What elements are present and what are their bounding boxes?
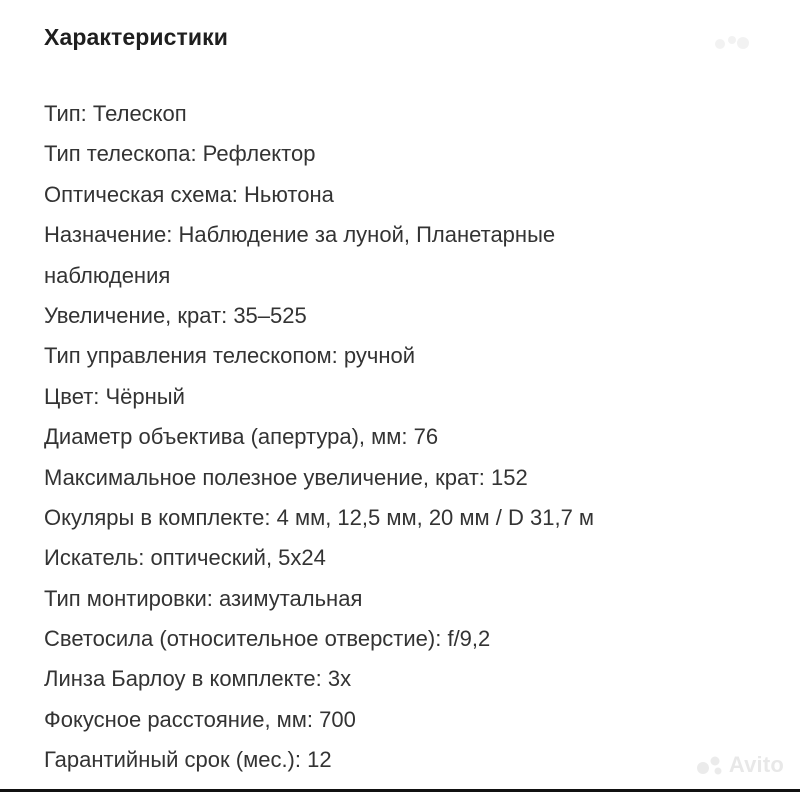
spec-optical-scheme: Оптическая схема: Ньютона xyxy=(44,181,334,207)
spec-color: Цвет: Чёрный xyxy=(44,383,185,409)
faint-logo-icon xyxy=(712,30,752,54)
spec-mount-type: Тип монтировки: азимутальная xyxy=(44,585,363,611)
spec-purpose: Назначение: Наблюдение за луной, Планетарные xyxy=(44,222,556,248)
avito-watermark xyxy=(695,752,784,778)
spec-focal-length: Фокусное расстояние, мм: 700 xyxy=(44,706,356,732)
spec-telescope-type: Тип телескопа: Рефлектор xyxy=(44,141,316,167)
spec-control-type: Тип управления телескопом: ручной xyxy=(44,343,416,369)
spec-eyepieces: Окуляры в комплекте: 4 мм, 12,5 мм, 20 мм / D 31,7 м xyxy=(44,504,595,530)
spec-type: Тип: Телескоп xyxy=(44,101,187,126)
spec-purpose-continued: наблюдения xyxy=(44,262,171,288)
avito-watermark-text: Avito xyxy=(728,752,784,777)
specs-list xyxy=(44,94,724,781)
spec-aperture: Диаметр объектива (апертура), мм: 76 xyxy=(44,424,439,450)
spec-finder: Искатель: оптический, 5х24 xyxy=(44,545,326,571)
spec-barlow-lens: Линза Барлоу в комплекте: 3х xyxy=(44,666,352,692)
spec-focal-ratio: Светосила (относительное отверстие): f/9,2 xyxy=(44,626,491,652)
page-title: Характеристики xyxy=(44,24,228,50)
spec-max-magnification: Максимальное полезное увеличение, крат: 152 xyxy=(44,464,528,490)
spec-magnification: Увеличение, крат: 35–525 xyxy=(44,302,307,328)
spec-warranty: Гарантийный срок (мес.): 12 xyxy=(44,747,332,773)
avito-dots-icon xyxy=(695,754,725,776)
